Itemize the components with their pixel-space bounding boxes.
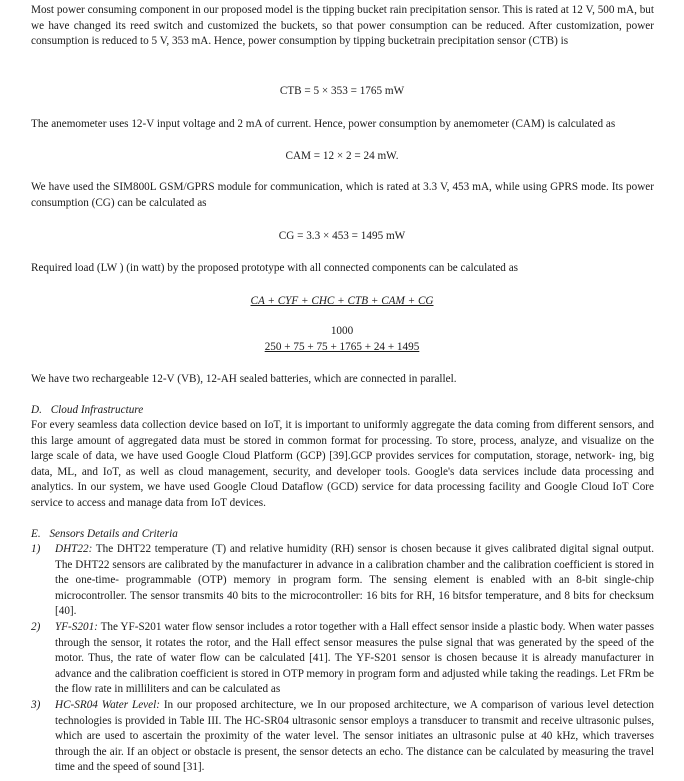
section-number: D.	[31, 404, 42, 416]
equation-load-numerator: CA + CYF + CHC + CTB + CAM + CG	[250, 295, 434, 307]
paragraph-batteries: We have two rechargeable 12-V (VB), 12-AH sealed batteries, which are connected in parallel.	[31, 373, 457, 385]
list-text: In our proposed architecture, we In our proposed architecture, we A comparison of various level detection technologies is provided in Table III. The HC-SR04 ultrasonic sensor employs a transducer to transmit and receive ultrasonic pulses, which are used to ascertain the proximity of the water level. The sensor initiates an ultrasonic pulse at 40 kHz, which traverses through the air. If an object or obstacle is present, the sensor detects an echo. The distance can be calculated by measuring the travel time and the speed of sound [31].	[55, 699, 654, 774]
list-item-dht22	[31, 542, 654, 620]
equation-ctb: CTB = 5 × 353 = 1765 mW	[279, 85, 405, 97]
list-item-yf-s201	[31, 620, 654, 698]
section-number: E.	[31, 528, 41, 540]
section-title: Cloud Infrastructure	[50, 404, 144, 416]
list-term: HC-SR04 Water Level:	[55, 699, 160, 711]
list-item-hc-sr04	[31, 698, 654, 776]
equation-cg: CG = 3.3 × 453 = 1495 mW	[278, 230, 406, 242]
list-text: The YF-S201 water flow sensor includes a rotor together with a Hall effect sensor inside a plastic body. When water passes through the sensor, it rotates the rotor, and the Hall effect sensor measures the pulse signal that was generated by the speed of the motor. Thus, the rate of water flow can be calculated [41]. The YF-S201 sensor is chosen because it is already manufacturer in advance and the calibration coefficient is stored in OTP memory in program form and adjusted while taking the readings. Let FRm be the flow rate in milliliters and can be calculated as	[55, 621, 654, 696]
paragraph-gsm-module: We have used the SIM800L GSM/GPRS module for communication, which is rated at 3.3 V, 453 mA, while using GPRS mode. Its power consumption (CG) can be calculated as	[31, 181, 654, 209]
equation-cam: CAM = 12 × 2 = 24 mW.	[285, 150, 399, 162]
section-heading-cloud	[31, 403, 143, 418]
list-marker: 2)	[31, 621, 41, 633]
paragraph-ctb-intro: Most power consuming component in our proposed model is the tipping bucket rain precipitation sensor. This is rated at 12 V, 500 mA, but we have changed its reed switch and customized the buckets, so that power consumption can be reduced. After customization, power consumption is reduced to 5 V, 353 mA. Hence, power consumption by tipping bucketrain precipitation sensor (CTB) is	[31, 4, 654, 48]
list-term: DHT22:	[55, 543, 93, 555]
list-marker: 3)	[31, 699, 41, 711]
equation-load-denominator: 1000	[330, 325, 354, 337]
list-marker: 1)	[31, 543, 41, 555]
list-text: The DHT22 temperature (T) and relative humidity (RH) sensor is chosen because it gives calibrated digital signal output. The DHT22 sensors are calibrated by the manufacturer in advance in a calibration chamber and the calibration coefficient is stored in the one-time- programmable (OTP) memory in program form. The sensing element is enabled with an 8-bit single-chip microcontroller. The sensor transmits 40 bits to the microcontroller: 16 bits for RH, 16 bitsfor temperature, and 8 bits for checksum [40].	[55, 543, 654, 618]
section-heading-sensors	[31, 527, 178, 542]
section-title: Sensors Details and Criteria	[49, 528, 178, 540]
paragraph-required-load: Required load (LW ) (in watt) by the proposed prototype with all connected components can be calculated as	[31, 262, 519, 274]
equation-load-values: 250 + 75 + 75 + 1765 + 24 + 1495	[264, 341, 420, 353]
paragraph-cloud-infrastructure: For every seamless data collection device based on IoT, it is important to uniformly aggregate the data coming from different sensors, and this large amount of aggregated data must be stored in common format for processing. To store, process, analyze, and visualize on the large scale of data, we have used Google Cloud Platform (GCP) [39].GCP provides services for computation, storage, network- ing, big data, ML, and IoT, as well as cloud management, security, and developer tools. Google's data services include data processing and analytics. In our system, we have used Google Cloud Dataflow (GCD) service for data processing facility and Google Cloud IoT Core service to access and manage data from IoT devices.	[31, 419, 654, 509]
list-term: YF-S201:	[55, 621, 98, 633]
paragraph-anemometer: The anemometer uses 12-V input voltage and 2 mA of current. Hence, power consumption by anemometer (CAM) is calculated as	[31, 118, 616, 130]
